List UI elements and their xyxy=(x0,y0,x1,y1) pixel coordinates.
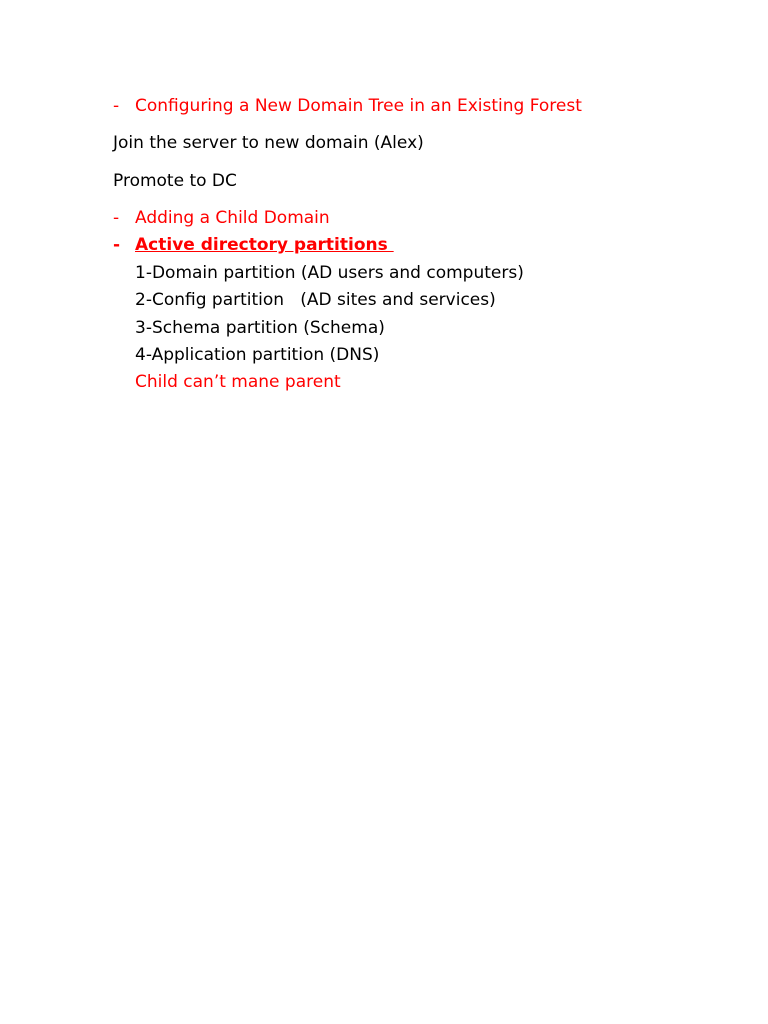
text-join-server: Join the server to new domain (Alex) xyxy=(113,133,424,153)
heading-child-domain: Adding a Child Domain xyxy=(135,208,330,228)
bullet-marker: - xyxy=(113,208,120,228)
child-note: Child can’t mane parent xyxy=(135,372,341,392)
heading-ad-partitions: Active directory partitions xyxy=(135,235,394,255)
text-promote-dc: Promote to DC xyxy=(113,171,237,191)
bullet-marker: - xyxy=(113,235,121,255)
partition-item: 3-Schema partition (Schema) xyxy=(135,318,385,338)
partition-item: 1-Domain partition (AD users and computers) xyxy=(135,263,524,283)
bullet-marker: - xyxy=(113,96,120,116)
partition-item: 4-Application partition (DNS) xyxy=(135,345,380,365)
heading-domain-tree: Configuring a New Domain Tree in an Existing Forest xyxy=(135,96,582,116)
partition-item: 2-Config partition (AD sites and services) xyxy=(135,290,496,310)
